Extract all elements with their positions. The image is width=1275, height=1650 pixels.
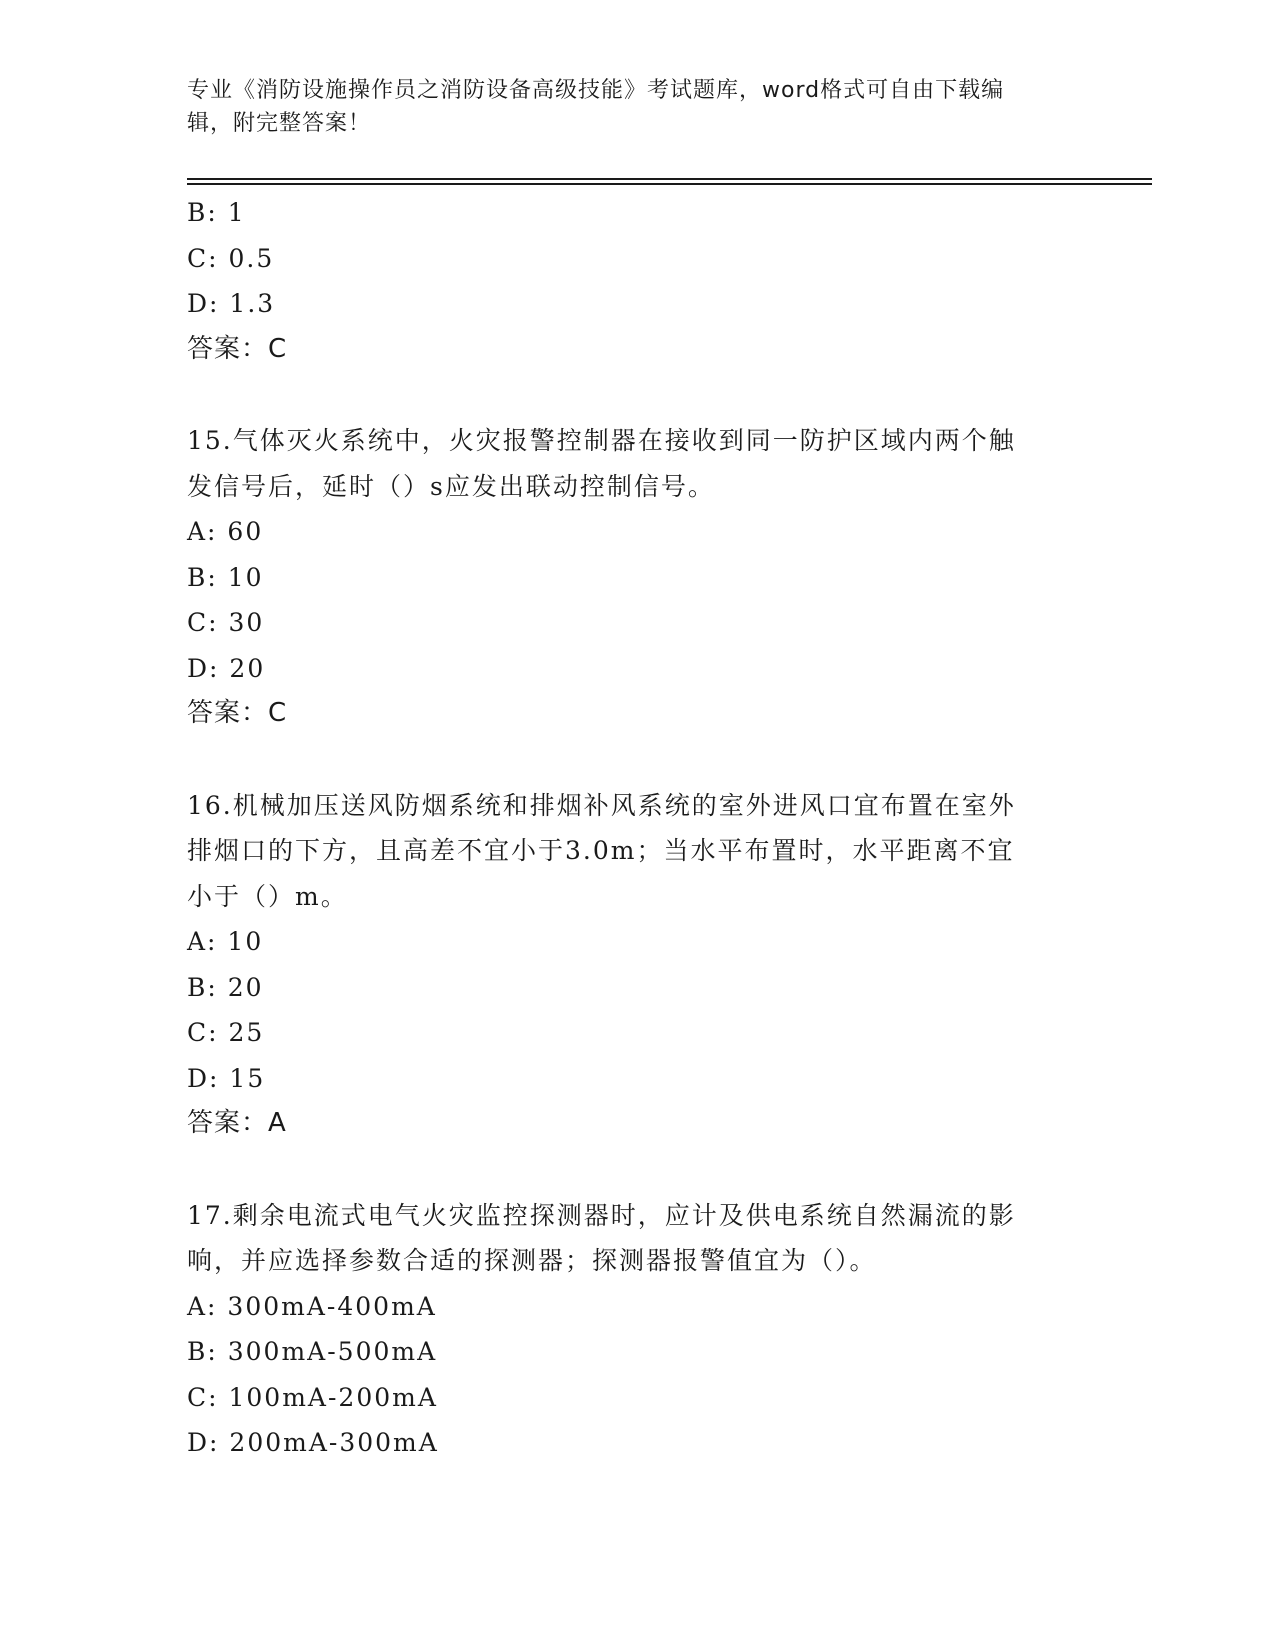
question-spacer <box>187 372 1087 418</box>
option-c: C: 100mA-200mA <box>187 1382 438 1412</box>
answer-text: 答案：C <box>187 698 288 728</box>
question-stem <box>187 418 1087 509</box>
option-a: A: 10 <box>187 927 264 956</box>
header-divider-top <box>187 178 1152 180</box>
question-block-17 <box>187 1193 1087 1466</box>
option-b: B: 300mA-500mA <box>187 1337 438 1366</box>
stem-line: 响，并应选择参数合适的探测器；探测器报警值宜为（）。 <box>187 1246 877 1275</box>
question-list <box>187 190 1087 1466</box>
header-divider-bottom <box>187 183 1152 185</box>
question-stem <box>187 783 1087 920</box>
option-d: D: 20 <box>187 653 266 683</box>
option-b: B: 1 <box>187 198 246 227</box>
option-d: D: 200mA-300mA <box>187 1428 439 1457</box>
question-stem <box>187 1193 1087 1284</box>
stem-line: 发信号后，延时（）s应发出联动控制信号。 <box>187 471 715 501</box>
stem-line: 15.气体灭火系统中，火灾报警控制器在接收到同一防护区域内两个触 <box>187 426 1016 455</box>
option-d: D: 15 <box>187 1063 266 1093</box>
question-spacer <box>187 1147 1087 1193</box>
stem-line: 17.剩余电流式电气火灾监控探测器时，应计及供电系统自然漏流的影 <box>187 1200 1016 1230</box>
question-block-14 <box>187 190 1087 372</box>
option-d: D: 1.3 <box>187 289 276 318</box>
option-a: A: 300mA-400mA <box>187 1291 437 1321</box>
question-block-15 <box>187 418 1087 737</box>
stem-line: 小于（）m。 <box>187 881 348 911</box>
option-c: C: 25 <box>187 1018 265 1047</box>
answer-text: 答案：A <box>187 1108 287 1138</box>
header-line-2: 辑，附完整答案！ <box>187 111 372 136</box>
option-a: A: 60 <box>187 517 264 546</box>
header-line-1: 专业《消防设施操作员之消防设备高级技能》考试题库，word格式可自由下载编 <box>187 78 1005 103</box>
stem-line: 16.机械加压送风防烟系统和排烟补风系统的室外进风口宜布置在室外 <box>187 790 1016 820</box>
document-header <box>187 74 1067 140</box>
option-b: B: 10 <box>187 562 264 592</box>
option-b: B: 20 <box>187 972 264 1002</box>
option-c: C: 0.5 <box>187 243 275 273</box>
question-spacer <box>187 737 1087 783</box>
option-c: C: 30 <box>187 608 265 637</box>
question-block-16 <box>187 783 1087 1147</box>
answer-text: 答案：C <box>187 333 288 364</box>
stem-line: 排烟口的下方，且高差不宜小于3.0m；当水平布置时，水平距离不宜 <box>187 836 1015 865</box>
